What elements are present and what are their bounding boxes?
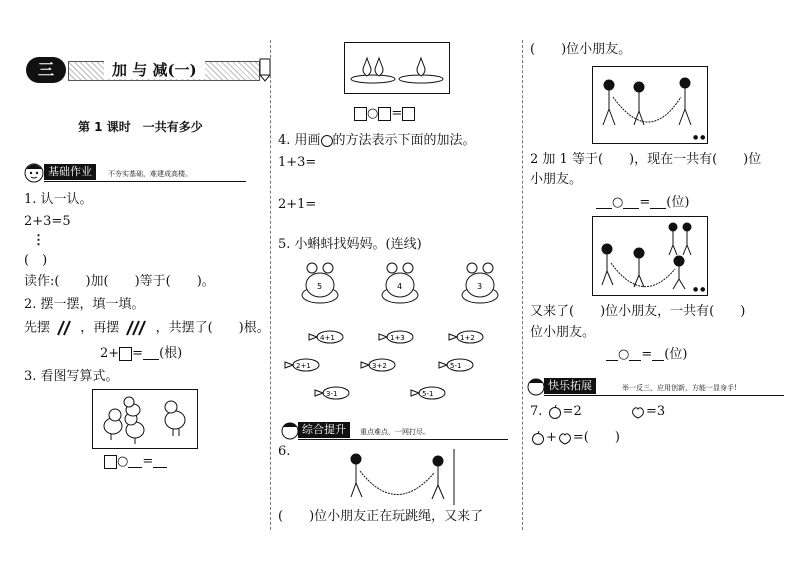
- column-divider: [522, 40, 523, 530]
- q4-expression-a: 1+3=: [278, 155, 317, 170]
- p3-line-2: 位小朋友。: [530, 325, 596, 340]
- q2-text-c: ，共摆了( )根。: [155, 320, 270, 336]
- lesson-title: 第 1 课时 一共有多少: [78, 120, 203, 134]
- q7-answer: =( ): [572, 430, 620, 445]
- eq1-op-equals: =: [639, 195, 651, 210]
- answer-blank[interactable]: [606, 348, 618, 361]
- answer-box[interactable]: [119, 347, 132, 361]
- p2-line-1: 2 加 1 等于( )，现在一共有( )位: [530, 152, 762, 167]
- jump-rope-picture-2: [592, 66, 708, 144]
- equation-1: [596, 195, 689, 211]
- pears-op-equals: =: [391, 106, 403, 121]
- frog-number: 3: [477, 282, 483, 291]
- tadpole-label: 5-1: [422, 390, 434, 398]
- eq1-unit: (位): [666, 195, 690, 210]
- answer-box[interactable]: [104, 455, 117, 469]
- three-sticks-icon: [123, 320, 151, 336]
- equation-2: [606, 347, 687, 363]
- q4-text-a: 4. 用画: [278, 133, 321, 148]
- basic-section-banner: [22, 160, 232, 184]
- q3-label: 3. 看图写算式。: [24, 369, 119, 384]
- answer-blank[interactable]: [143, 347, 159, 360]
- answer-blank[interactable]: [629, 348, 641, 361]
- q7-plus: +: [546, 430, 557, 445]
- pears-equation: [354, 106, 415, 122]
- q3-equation: [104, 454, 167, 470]
- answer-box[interactable]: [378, 107, 391, 121]
- tadpole-label: 1+2: [460, 334, 475, 342]
- tadpole-label: 2+1: [296, 362, 311, 370]
- tadpole-label: 4+1: [320, 334, 335, 342]
- tadpole-label: 3+2: [372, 362, 387, 370]
- q1-label: 1. 认一认。: [24, 192, 93, 207]
- q2-label: 2. 摆一摆，填一填。: [24, 297, 145, 312]
- chicks-picture: [92, 389, 198, 449]
- eq2-op-circle: ○: [618, 347, 630, 362]
- fun-label: 快乐拓展: [544, 378, 596, 394]
- two-sticks-icon: [54, 320, 76, 336]
- basic-label: 基础作业: [44, 164, 96, 180]
- frog-number: 5: [317, 282, 323, 291]
- q4-expression-b: 2+1=: [278, 197, 317, 212]
- pears-op-circle: ○: [367, 106, 379, 121]
- q1-read-line: 读作:( )加( )等于( )。: [24, 274, 215, 289]
- right-column: [524, 0, 794, 569]
- basic-motto: 不夯实基础，难建成高楼。: [108, 170, 192, 178]
- fun-section-banner: [526, 374, 788, 398]
- frog-number: 4: [397, 282, 403, 291]
- q6-continuation: ( )位小朋友。: [530, 42, 632, 57]
- tadpole-label: 5-1: [450, 362, 462, 370]
- answer-blank[interactable]: [650, 196, 666, 209]
- fun-motto: 举一反三，应用创新，方能一显身手!: [622, 384, 737, 392]
- frogs-and-tadpoles: [272, 255, 517, 415]
- q1-expression: 2+3=5: [24, 214, 71, 229]
- q1-paren: ( ): [24, 253, 48, 268]
- answer-blank[interactable]: [596, 196, 612, 209]
- eq2-op-equals: =: [641, 347, 653, 362]
- eq1-op-circle: ○: [612, 195, 624, 210]
- answer-blank[interactable]: [153, 455, 167, 468]
- q3-op-equals: =: [142, 454, 154, 469]
- q4-label: [278, 133, 476, 149]
- apple-icon: [530, 431, 546, 445]
- answer-blank[interactable]: [652, 348, 664, 361]
- pears-picture: [344, 42, 450, 94]
- svg-text:● ●: ● ●: [693, 134, 706, 141]
- q1-dots: ⋮: [32, 233, 45, 248]
- q2-expr-b: =: [132, 346, 144, 361]
- q6-label: 6.: [278, 444, 291, 459]
- answer-box[interactable]: [402, 107, 415, 121]
- left-column: [0, 0, 270, 569]
- circle-icon: [321, 135, 333, 147]
- apple-icon: [547, 405, 563, 419]
- peach-icon: [630, 405, 646, 419]
- p3-line-1: 又来了( )位小朋友，一共有( ): [530, 304, 746, 319]
- advanced-label: 综合提升: [298, 422, 350, 438]
- q2-text-a: 先摆: [24, 320, 51, 336]
- tadpole-label: 1+3: [390, 334, 405, 342]
- answer-blank[interactable]: [128, 455, 142, 468]
- svg-text:● ●: ● ●: [693, 286, 706, 293]
- q2-text-b: ，再摆: [80, 320, 120, 336]
- jump-rope-picture-1: [342, 447, 462, 507]
- answer-box[interactable]: [354, 107, 367, 121]
- column-divider: [270, 40, 271, 530]
- unit-banner: [26, 57, 266, 83]
- q2-expression: [100, 346, 182, 362]
- unit-title: 加 与 减(一): [104, 61, 205, 79]
- p2-line-2: 小朋友。: [530, 172, 583, 187]
- peach-icon: [557, 431, 573, 445]
- q2-line: [24, 320, 270, 337]
- q7-label: 7.: [530, 404, 543, 419]
- answer-blank[interactable]: [623, 196, 639, 209]
- q3-op-circle: ○: [117, 454, 129, 469]
- tadpole-label: 3-1: [326, 390, 338, 398]
- advanced-section-banner: [280, 418, 510, 442]
- advanced-motto: 重点难点，一网打尽。: [360, 428, 430, 436]
- jump-rope-picture-3: [592, 216, 708, 296]
- q4-text-b: 的方法表示下面的加法。: [332, 133, 476, 148]
- q2-expr-a: 2+: [100, 346, 120, 361]
- q5-label: 5. 小蝌蚪找妈妈。(连线): [278, 237, 422, 252]
- eq2-unit: (位): [664, 347, 688, 362]
- q7-b: =3: [646, 404, 666, 419]
- q7-a: =2: [562, 404, 582, 419]
- q7-line-2: [530, 430, 620, 446]
- q6-text: ( )位小朋友正在玩跳绳，又来了: [278, 509, 484, 524]
- q2-expr-c: (根): [159, 346, 183, 361]
- q7-line-1: [530, 404, 665, 420]
- middle-column: [272, 0, 522, 569]
- unit-badge: 三: [37, 60, 54, 79]
